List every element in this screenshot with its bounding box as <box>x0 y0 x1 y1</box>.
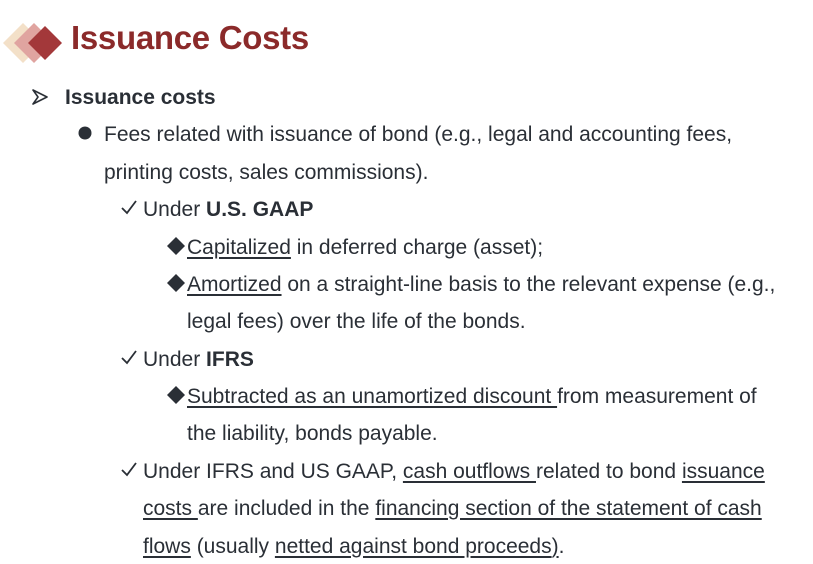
fees-text-line-1: Fees related with issuance of bond (e.g., legal and accounting fees, <box>104 123 733 146</box>
arrow-bullet-icon <box>32 89 48 110</box>
checkmark-bullet-icon <box>121 461 137 482</box>
ifrs-heading: Under IFRS <box>143 348 254 371</box>
cash-flow-text-line-1: Under IFRS and US GAAP, cash outflows related to bond issuance <box>143 460 765 483</box>
cash-flow-text-line-3: flows (usually netted against bond proceeds). <box>143 535 565 558</box>
diamond-bullet-icon <box>167 386 185 409</box>
gaap-heading: Under U.S. GAAP <box>143 198 314 221</box>
gaap-amortized-item-line-2: legal fees) over the life of the bonds. <box>187 310 526 333</box>
checkmark-bullet-icon <box>121 349 137 370</box>
fees-text-line-2: printing costs, sales commissions). <box>104 161 429 184</box>
page-title: Issuance Costs <box>71 19 309 56</box>
checkmark-bullet-icon <box>121 199 137 220</box>
diamond-bullet-icon <box>167 274 185 297</box>
diamond-bullet-icon <box>167 237 185 260</box>
cash-flow-text-line-2: costs are included in the financing section of the statement of cash <box>143 497 762 520</box>
ifrs-subtracted-item: Subtracted as an unamortized discount from measurement of <box>187 385 757 408</box>
gaap-capitalized-item: Capitalized in deferred charge (asset); <box>187 236 544 259</box>
diamond-logo-icon <box>2 22 64 64</box>
round-bullet-icon <box>78 126 92 145</box>
gaap-amortized-item: Amortized on a straight-line basis to the relevant expense (e.g., <box>187 273 776 296</box>
section-heading: Issuance costs <box>65 86 216 109</box>
ifrs-subtracted-item-line-2: the liability, bonds payable. <box>187 422 438 445</box>
